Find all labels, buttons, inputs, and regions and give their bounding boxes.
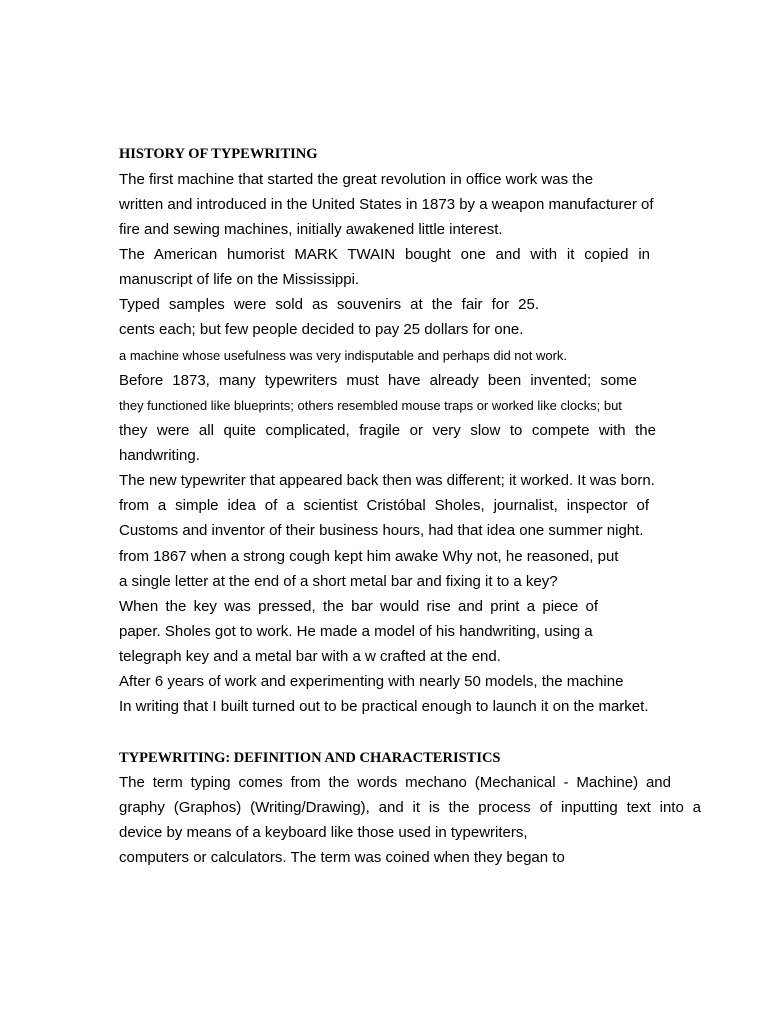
paragraph-line: fire and sewing machines, initially awakened little interest. [119, 221, 503, 238]
section-heading-history: HISTORY OF TYPEWRITING [119, 146, 318, 162]
paragraph-line: Before 1873, many typewriters must have already been invented; some [119, 372, 637, 389]
paragraph-line: paper. Sholes got to work. He made a model of his handwriting, using a [119, 623, 593, 640]
paragraph-line: computers or calculators. The term was coined when they began to [119, 849, 565, 866]
paragraph-line: The new typewriter that appeared back then was different; it worked. It was born. [119, 472, 655, 489]
paragraph-line: The first machine that started the great revolution in office work was the [119, 171, 594, 188]
paragraph-line: The term typing comes from the words mechano (Mechanical - Machine) and [119, 774, 671, 791]
paragraph-line: from 1867 when a strong cough kept him awake Why not, he reasoned, put [119, 548, 619, 565]
paragraph-line: handwriting. [119, 447, 200, 464]
paragraph-line: When the key was pressed, the bar would rise and print a piece of [119, 598, 598, 615]
paragraph-line: from a simple idea of a scientist Cristóbal Sholes, journalist, inspector of [119, 497, 649, 514]
paragraph-line: After 6 years of work and experimenting with nearly 50 models, the machine [119, 673, 624, 690]
paragraph-line: Customs and inventor of their business hours, had that idea one summer night. [119, 522, 644, 539]
paragraph-line: telegraph key and a metal bar with a w crafted at the end. [119, 648, 501, 665]
paragraph-line: Typed samples were sold as souvenirs at the fair for 25. [119, 296, 539, 313]
paragraph-line: graphy (Graphos) (Writing/Drawing), and it is the process of inputting text into a [119, 799, 701, 816]
paragraph-line: manuscript of life on the Mississippi. [119, 271, 360, 288]
paragraph-line: cents each; but few people decided to pay 25 dollars for one. [119, 321, 524, 338]
paragraph-line: they functioned like blueprints; others resembled mouse traps or worked like clocks; but [119, 398, 622, 413]
paragraph-line: The American humorist MARK TWAIN bought one and with it copied in [119, 246, 650, 263]
paragraph-line: device by means of a keyboard like those used in typewriters, [119, 824, 528, 841]
paragraph-line: a machine whose usefulness was very indisputable and perhaps did not work. [119, 348, 568, 363]
paragraph-line: written and introduced in the United States in 1873 by a weapon manufacturer of [119, 196, 654, 213]
paragraph-line: they were all quite complicated, fragile or very slow to compete with the [119, 422, 656, 439]
section-heading-definition: TYPEWRITING: DEFINITION AND CHARACTERISTICS [119, 750, 501, 766]
paragraph-line: a single letter at the end of a short metal bar and fixing it to a key? [119, 573, 558, 590]
paragraph-line: In writing that I built turned out to be practical enough to launch it on the market. [119, 698, 649, 715]
